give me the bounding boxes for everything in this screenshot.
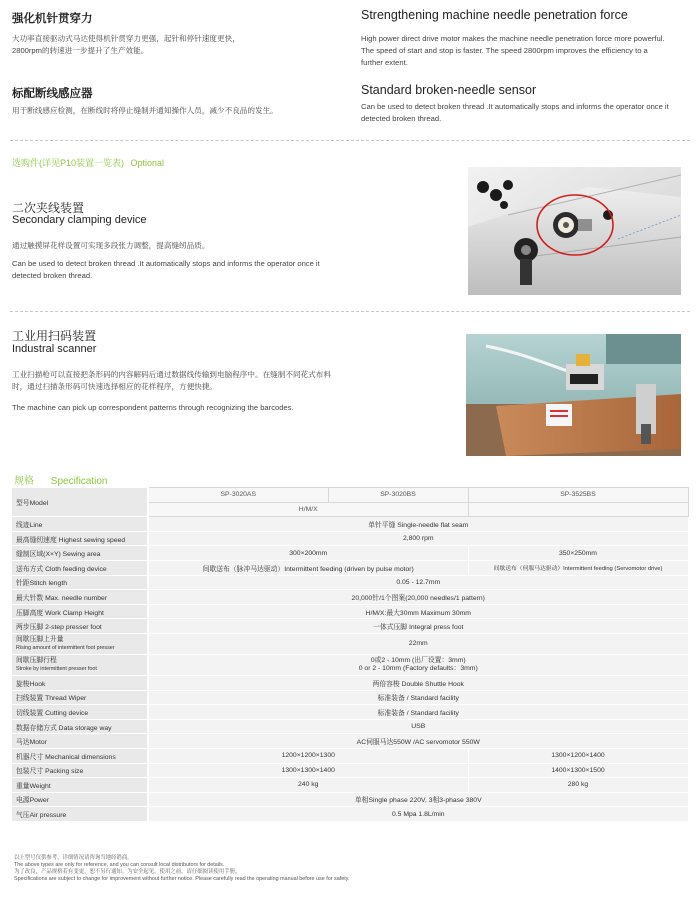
spec-row-value [148, 575, 688, 590]
spec-table-body [12, 488, 688, 822]
spec-row-value-text: 标准装备 / Standard facility [377, 709, 459, 717]
clamping-device-photo [468, 167, 681, 295]
spec-row [12, 654, 688, 675]
spec-row-value-text: 2,800 rpm [402, 535, 434, 543]
spec-row-value-text: 0.05 - 12.7mm [396, 578, 441, 586]
spec-row-value-a: 1300×1300×1400 [148, 763, 468, 778]
spec-row [12, 719, 688, 734]
scanner-en-title: Industral scanner [12, 343, 97, 355]
spec-row-value-a: 300×200mm [148, 546, 468, 561]
spec-row-label [12, 807, 148, 822]
spec-model-type-empty [468, 502, 688, 517]
spec-row-value-text: 20,000针/1个图案(20,000 needles/1 pattern) [351, 594, 485, 602]
footnote-line: Specifications are subject to change for improvement without further notice. Please carefully read the operating manual before use for safety. [14, 876, 350, 882]
spec-row-value-b: 间歇送布（伺服马达驱动）Intermittent feeding (Servomotor drive) [468, 560, 688, 575]
spec-model-b: SP-3020BS [328, 488, 468, 503]
spec-row-value-b: 1400×1300×1500 [468, 763, 688, 778]
spec-row-value [148, 531, 688, 546]
spec-row [12, 778, 688, 793]
needle-feature-cn-title: 强化机针贯穿力 [12, 13, 93, 25]
spec-row-label [12, 575, 148, 590]
spec-row-value [148, 517, 688, 532]
spec-row-value-text: 标准装备 / Standard facility [377, 695, 459, 703]
spec-row [12, 675, 688, 690]
spec-row [12, 792, 688, 807]
spec-heading [14, 472, 107, 487]
clamping-device-illustration [468, 167, 681, 295]
spec-row [12, 517, 688, 532]
spec-row-value [148, 719, 688, 734]
scanner-en-body: The machine can pick up correspondent patterns through recognizing the barcodes. [12, 403, 294, 412]
spec-row [12, 807, 688, 822]
spec-row-value-text: 0或2 - 10mm (出厂设置：3mm) [370, 656, 466, 664]
spec-row-value [148, 619, 688, 634]
spec-row-label [12, 604, 148, 619]
spec-row-label-text: 最高缝纫速度 Highest sewing speed [16, 536, 126, 544]
spec-row-value [148, 633, 688, 654]
spec-row-value-text: 单相Single phase 220V, 3相3-phase 380V [354, 797, 482, 805]
spec-row-label-text: 机器尺寸 Mechanical dimensions [16, 753, 116, 761]
spec-row-label [12, 654, 148, 675]
spec-row-value [148, 807, 688, 822]
spec-row-value [148, 690, 688, 705]
spec-row-label [12, 517, 148, 532]
spec-row-label [12, 705, 148, 720]
spec-row-label [12, 719, 148, 734]
spec-row [12, 575, 688, 590]
spec-row-label-text: 电源Power [16, 797, 49, 805]
spec-row-label-subtext: Stroke by intermittent presser foot [16, 665, 97, 672]
spec-row [12, 748, 688, 763]
scanner-cn-title: 工业用扫码装置 [12, 329, 97, 343]
spec-table [12, 487, 689, 822]
spec-model-type: H/M/X [148, 502, 468, 517]
needle-feature-en-title: Strengthening machine needle penetration force [361, 8, 628, 22]
needle-feature-cn-body: 大功率直接驱动式马达使得机针贯穿力更强，起针和停针速度更快， 2800rpm的转速进一步提升了生产效能。 [12, 34, 240, 55]
spec-row-label-text: 扫线装置 Thread Wiper [16, 695, 87, 703]
spec-row-value [148, 654, 688, 675]
spec-row [12, 763, 688, 778]
footnote-line: 以上型号仅供参考，详细情况请咨询当地经销商。 [14, 855, 133, 861]
spec-row-label [12, 778, 148, 793]
spec-row-value-text: 一体式压脚 Integral press foot [373, 624, 464, 632]
clamping-en-body: Can be used to detect broken thread .It automatically stops and informs the operator once it detected broken thread. [12, 259, 320, 280]
optional-label-en: Optional [130, 158, 165, 168]
industrial-scanner-illustration [466, 334, 681, 456]
spec-row [12, 633, 688, 654]
spec-row-value-text: USB [411, 723, 426, 731]
spec-row-value [148, 792, 688, 807]
sensor-feature-cn-title: 标配断线感应器 [12, 88, 93, 100]
spec-row-value [148, 604, 688, 619]
spec-row-value-text: H/M/X:最大30mm Maximum 30mm [365, 609, 471, 617]
spec-row [12, 531, 688, 546]
spec-heading-en: Specification [50, 476, 108, 487]
clamping-cn-body: 通过触摸屏花样设置可实现多段张力调整，提高缝纫品质。 [12, 241, 210, 250]
spec-row-label-text: 旋梭Hook [16, 680, 46, 688]
spec-row [12, 619, 688, 634]
spec-row-label [12, 531, 148, 546]
spec-row-label-text: 两步压脚 2-step presser foot [16, 624, 102, 632]
spec-row-label [12, 748, 148, 763]
spec-row-label-text: 切线装置 Cutting device [16, 709, 89, 717]
sensor-feature-en-title: Standard broken-needle sensor [361, 83, 537, 97]
spec-row-label-text: 最大针数 Max. needle number [16, 594, 108, 602]
sensor-feature-en-body: Can be used to detect broken thread .It automatically stops and informs the operator once it detected broken thread. [361, 102, 669, 123]
sensor-feature-cn-body: 用于断线感应检测，在断线时将停止缝制并通知操作人员，减少不良品的发生。 [12, 106, 278, 115]
spec-row-value-text: 两倍容梭 Double Shuttle Hook [372, 680, 464, 688]
spec-row [12, 705, 688, 720]
spec-row-value-text: 22mm [408, 639, 428, 647]
footnote-line: 为了改良，产品规格若有变更，恕不另行通知。为安全起见，使用之前，请仔细阅读使用手册。 [14, 869, 241, 875]
spec-row-label-subtext: Rising amount of intermittent foot presser [16, 644, 115, 651]
spec-row-value [148, 734, 688, 749]
spec-row [12, 590, 688, 605]
divider [10, 311, 690, 312]
spec-row-label [12, 763, 148, 778]
spec-row-value-text: 单针平缝 Single-needle flat seam [368, 521, 469, 529]
industrial-scanner-photo [466, 334, 681, 456]
spec-row-label [12, 560, 148, 575]
spec-row-label-text: 线迹Line [16, 521, 43, 529]
spec-heading-cn: 规格 [14, 476, 34, 487]
spec-row-label [12, 690, 148, 705]
spec-row-label [12, 546, 148, 561]
spec-row [12, 560, 688, 575]
spec-row-value-a: 间歇送布（脉冲马达驱动）Intermittent feeding (driven by pulse motor) [148, 560, 468, 575]
spec-row-value-text: AC伺服马达550W /AC servomotor 550W [356, 739, 480, 747]
clamping-en-title: Secondary clamping device [12, 214, 147, 226]
footnote-line: The above types are only for reference, and you can consult local distributors for details. [14, 862, 225, 868]
spec-row-label-text: 缝制区域(X×Y) Sewing area [16, 551, 101, 559]
spec-row-label-text: 压脚高度 Work Clamp Height [16, 609, 104, 617]
spec-row-value-a: 240 kg [148, 778, 468, 793]
spec-row [12, 604, 688, 619]
spec-model-row [12, 488, 688, 503]
spec-row-label-text: 重量Weight [16, 782, 51, 790]
needle-feature-en-body: High power direct drive motor makes the machine needle penetration force more powerful. The speed of start and stop is faster. The speed 2800rpm improves the efficiency to a further extent. [361, 34, 665, 67]
scanner-cn-body: 工业扫描枪可以直接把条形码的内容解码后通过数据线传输到电脑程序中。在缝制不同花式布料 时，通过扫描条形码可快速选择相应的花样程序，方便快捷。 [12, 370, 331, 391]
spec-row-label [12, 590, 148, 605]
spec-row-value-a: 1200×1200×1300 [148, 748, 468, 763]
spec-row-label [12, 675, 148, 690]
spec-model-label: 型号Model [12, 488, 148, 517]
spec-row-value-b: 280 kg [468, 778, 688, 793]
footnotes [14, 855, 684, 883]
spec-row-label-text: 针距Stitch length [16, 580, 67, 588]
spec-row-value-b: 350×250mm [468, 546, 688, 561]
clamping-cn-title: 二次夹线装置 [12, 201, 85, 215]
spec-row-value-b: 1300×1200×1400 [468, 748, 688, 763]
spec-row-label-text: 送布方式 Cloth feeding device [16, 565, 107, 573]
spec-row [12, 734, 688, 749]
spec-row-label [12, 734, 148, 749]
spec-row-label [12, 633, 148, 654]
spec-row-label-text: 数据存储方式 Data storage way [16, 724, 112, 732]
spec-row-label [12, 619, 148, 634]
spec-model-a: SP-3020AS [148, 488, 328, 503]
spec-row-value [148, 675, 688, 690]
optional-label [12, 156, 164, 169]
spec-row [12, 546, 688, 561]
spec-row-label-text: 包装尺寸 Packing size [16, 768, 84, 776]
optional-label-cn: 选购件(详见P10装置一览表) [12, 158, 125, 168]
spec-row-value [148, 590, 688, 605]
spec-row-label-text: 马达Motor [16, 739, 47, 747]
spec-row [12, 690, 688, 705]
spec-model-c: SP-3525BS [468, 488, 688, 503]
spec-row-value [148, 705, 688, 720]
divider [10, 140, 690, 141]
spec-row-value-text: 0.5 Mpa 1.8L/min [391, 810, 445, 818]
spec-row-value-subtext: 0 or 2 - 10mm (Factory defaults：3mm) [358, 664, 478, 672]
spec-row-label-text: 间歇压脚行程 [16, 656, 57, 664]
spec-row-label-text: 气压Air pressure [16, 812, 67, 820]
spec-row-label [12, 792, 148, 807]
spec-row-label-text: 间歇压脚上升量 [16, 635, 64, 643]
